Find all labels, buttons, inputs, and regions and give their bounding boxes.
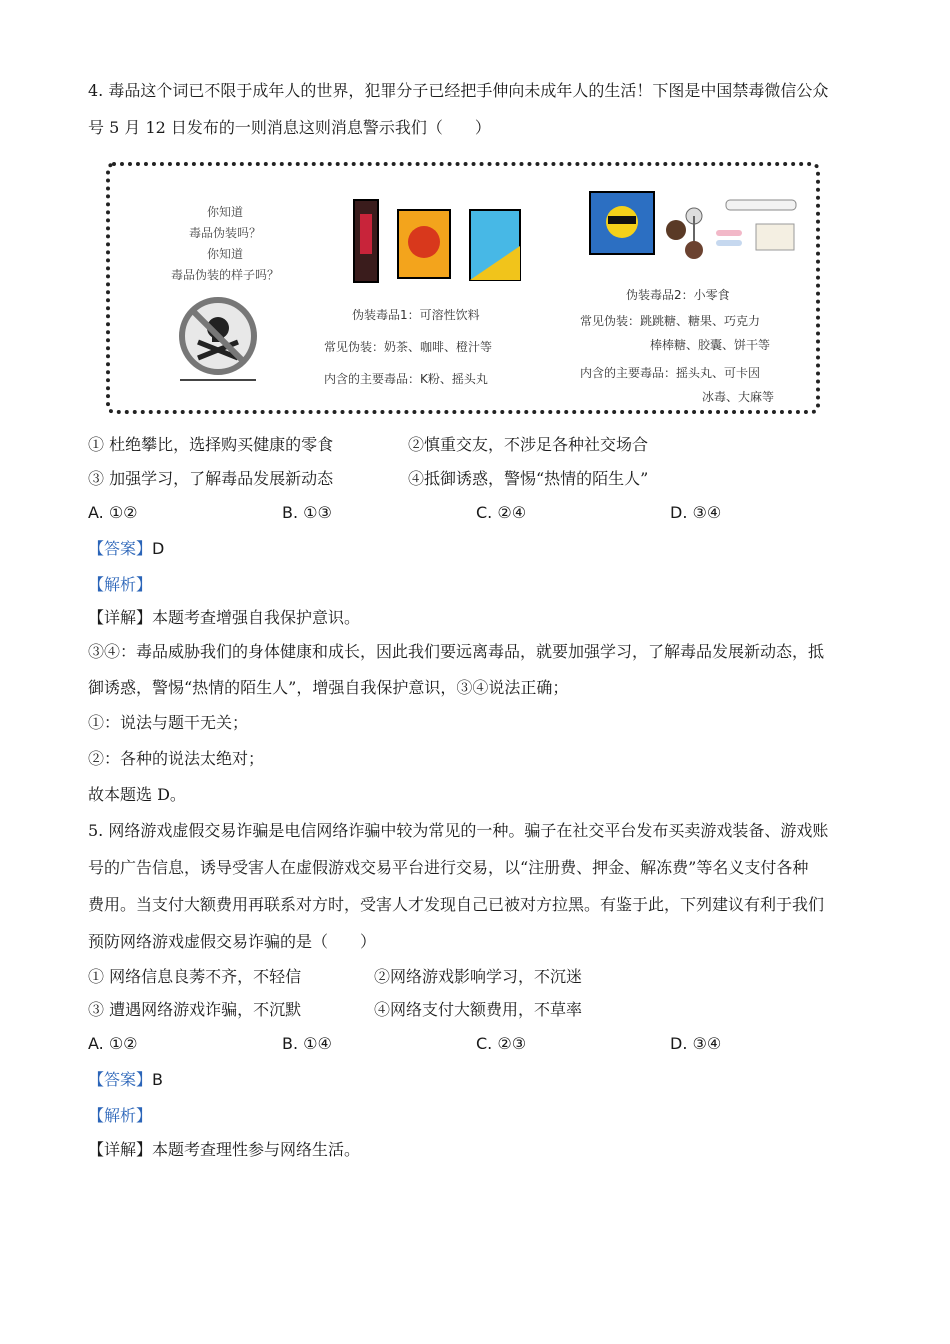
poster-right-common2: 棒棒糖、胶囊、饼干等	[650, 338, 771, 352]
poster-right-contains: 内含的主要毒品：摇头丸、可卡因	[580, 366, 761, 380]
q5-option-c: C. ②③	[476, 1034, 527, 1053]
q4-analysis-label: 【解析】	[88, 575, 153, 594]
poster-question-line: 你知道	[206, 247, 243, 261]
q4-stem-line2: 号 5 月 12 日发布的一则消息这则消息警示我们（ ）	[88, 118, 491, 137]
q4-explain-4: 故本题选 D。	[88, 785, 186, 804]
answer-value: D	[152, 539, 165, 558]
poster-question-line: 毒品伪装吗？	[188, 226, 261, 240]
drink-packages-icon	[348, 196, 528, 286]
q5-stem-line1: 5. 网络游戏虚假交易诈骗是电信网络诈骗中较为常见的一种。骗子在社交平台发布买卖游戏装备、游戏账	[88, 821, 829, 840]
poster-left-contains: 内含的主要毒品：K粉、摇头丸	[324, 372, 488, 386]
q4-statement-4: ④抵御诱惑，警惕“热情的陌生人”	[408, 469, 649, 488]
q4-statement-3: ③ 加强学习，了解毒品发展新动态	[88, 469, 334, 488]
q4-option-b: B. ①③	[282, 503, 332, 522]
poster-left-title: 伪装毒品1：可溶性饮料	[352, 308, 480, 322]
poster-right-contains2: 冰毒、大麻等	[702, 390, 775, 404]
q5-analysis-label: 【解析】	[88, 1106, 153, 1125]
q4-statement-2: ②慎重交友，不涉足各种社交场合	[408, 435, 649, 454]
poster-left-common: 常见伪装：奶茶、咖啡、橙汁等	[324, 340, 493, 354]
q5-option-b: B. ①④	[282, 1034, 332, 1053]
q5-statement-2: ②网络游戏影响学习，不沉迷	[374, 967, 583, 986]
q5-statement-3: ③ 遭遇网络游戏诈骗，不沉默	[88, 1000, 302, 1019]
anti-drug-poster	[106, 162, 820, 414]
q5-answer	[88, 1069, 163, 1091]
q4-explain-1b: 御诱惑，警惕“热情的陌生人”，增强自我保护意识，③④说法正确；	[88, 678, 569, 697]
q4-detail: 【详解】本题考查增强自我保护意识。	[88, 608, 361, 627]
q5-statement-1: ① 网络信息良莠不齐，不轻信	[88, 967, 302, 986]
no-drugs-sign-icon	[170, 294, 266, 384]
poster-question-line: 毒品伪装的样子吗？	[170, 268, 279, 282]
q4-explain-1a: ③④：毒品威胁我们的身体健康和成长，因此我们要远离毒品，就要加强学习，了解毒品发展新动态，抵	[88, 642, 825, 661]
answer-label: 【答案】	[88, 1070, 153, 1089]
q4-stem-line1: 4. 毒品这个词已不限于成年人的世界，犯罪分子已经把手伸向未成年人的生活！下图是中国禁毒微信公众	[88, 81, 829, 100]
answer-value: B	[152, 1070, 163, 1089]
q4-explain-2: ①：说法与题干无关；	[88, 713, 249, 732]
q4-answer	[88, 538, 164, 560]
snack-items-icon	[586, 186, 806, 266]
q4-statement-1: ① 杜绝攀比，选择购买健康的零食	[88, 435, 334, 454]
q5-stem-line3: 费用。当支付大额费用再联系对方时，受害人才发现自己已被对方拉黑。有鉴于此，下列建议有利于我们	[88, 895, 825, 914]
q5-stem-line2: 号的广告信息，诱导受害人在虚假游戏交易平台进行交易，以“注册费、押金、解冻费”等名义支付各种	[88, 858, 809, 877]
q5-statement-4: ④网络支付大额费用，不草率	[374, 1000, 583, 1019]
q5-option-a: A. ①②	[88, 1034, 138, 1053]
poster-right-title: 伪装毒品2：小零食	[626, 288, 730, 302]
q4-option-a: A. ①②	[88, 503, 138, 522]
poster-right-common: 常见伪装：跳跳糖、糖果、巧克力	[580, 314, 761, 328]
q4-option-d: D. ③④	[670, 503, 722, 522]
q5-detail: 【详解】本题考查理性参与网络生活。	[88, 1140, 361, 1159]
poster-question-line: 你知道	[206, 205, 243, 219]
answer-label: 【答案】	[88, 539, 153, 558]
q4-option-c: C. ②④	[476, 503, 527, 522]
q5-option-d: D. ③④	[670, 1034, 722, 1053]
q5-stem-line4: 预防网络游戏虚假交易诈骗的是（ ）	[88, 932, 377, 951]
poster-question	[150, 202, 300, 286]
q4-explain-3: ②：各种的说法太绝对；	[88, 749, 265, 768]
